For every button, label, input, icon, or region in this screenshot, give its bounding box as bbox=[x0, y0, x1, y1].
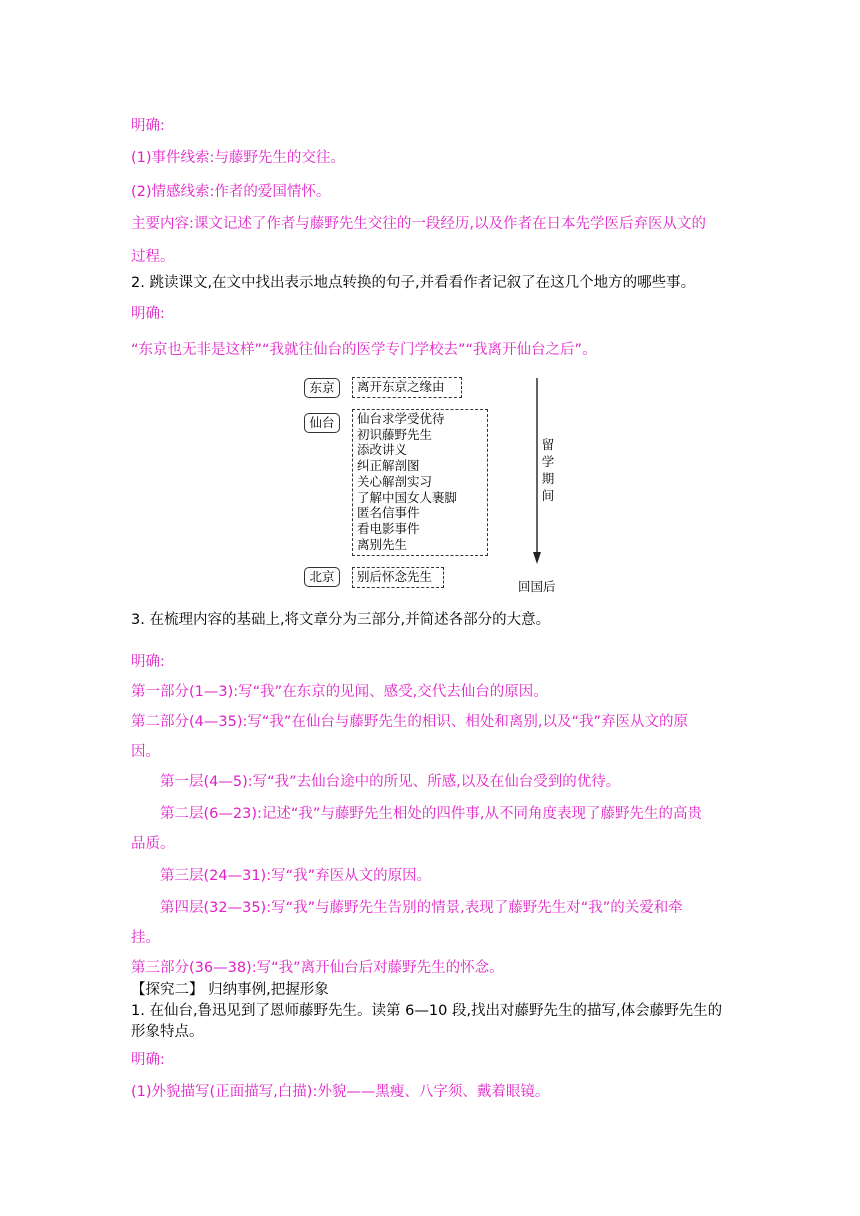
period-label bbox=[540, 436, 556, 504]
emotion-clue: (2)情感线索:作者的爱国情怀。 bbox=[131, 184, 331, 200]
main-content: 主要内容:课文记述了作者与藤野先生交往的一段经历,以及作者在日本先学医后弃医从文的 bbox=[131, 216, 706, 232]
event-item: 初识藤野先生 bbox=[357, 426, 433, 442]
question-2: 2. 跳读课文,在文中找出表示地点转换的句子,并看看作者记叙了在这几个地方的哪些事。 bbox=[131, 275, 696, 291]
layer-4-cont: 挂。 bbox=[131, 930, 160, 946]
event-item: 离别先生 bbox=[357, 536, 408, 552]
question-1: 1. 在仙台,鲁迅见到了恩师藤野先生。读第 6—10 段,找出对藤野先生的描写,体会藤野先生的 bbox=[131, 1003, 723, 1019]
place-tag-sendai: 仙台 bbox=[304, 413, 340, 433]
event-item: 别后怀念先生 bbox=[357, 569, 433, 584]
event-item: 关心解剖实习 bbox=[357, 473, 433, 489]
main-content-cont: 过程。 bbox=[131, 249, 175, 265]
event-item: 了解中国女人裹脚 bbox=[357, 489, 458, 505]
place-tag-tokyo: 东京 bbox=[304, 378, 340, 398]
question-1-cont: 形象特点。 bbox=[131, 1024, 204, 1040]
section-heading: 【探究二】 归纳事例,把握形象 bbox=[131, 982, 329, 998]
layer-4: 第四层(32—35):写“我”与藤野先生告别的情景,表现了藤野先生对“我”的关爱和牵 bbox=[160, 900, 683, 916]
period-label-char: 期 bbox=[541, 471, 555, 486]
event-item: 仙台求学受优待 bbox=[357, 411, 445, 426]
period-label-char: 留 bbox=[541, 437, 555, 452]
layer-3: 第三层(24—31):写“我”弃医从文的原因。 bbox=[160, 868, 432, 884]
period-label-char: 间 bbox=[541, 488, 555, 503]
part-3: 第三部分(36—38):写“我”离开仙台后对藤野先生的怀念。 bbox=[131, 960, 504, 976]
part-2: 第二部分(4—35):写“我”在仙台与藤野先生的相识、相处和离别,以及“我”弃医从文的原 bbox=[131, 714, 689, 730]
question-3: 3. 在梳理内容的基础上,将文章分为三部分,并简述各部分的大意。 bbox=[131, 612, 551, 628]
event-item: 纠正解剖图 bbox=[357, 458, 420, 474]
event-clue: (1)事件线索:与藤野先生的交往。 bbox=[131, 150, 345, 166]
return-label: 回国后 bbox=[518, 579, 556, 594]
event-item: 看电影事件 bbox=[357, 520, 420, 536]
answer-label: 明确: bbox=[131, 1052, 165, 1068]
event-item: 匿名信事件 bbox=[357, 505, 420, 521]
layer-1: 第一层(4—5):写“我”去仙台途中的所见、所感,以及在仙台受到的优待。 bbox=[160, 774, 621, 790]
answer-label: 明确: bbox=[131, 118, 165, 134]
layer-2: 第二层(6—23):记述“我”与藤野先生相处的四件事,从不同角度表现了藤野先生的高贵 bbox=[160, 806, 703, 822]
part-2-cont: 因。 bbox=[131, 744, 160, 760]
answer-label: 明确: bbox=[131, 306, 165, 322]
event-item: 添改讲义 bbox=[357, 442, 408, 458]
period-label-char: 学 bbox=[541, 454, 555, 469]
answer-label: 明确: bbox=[131, 654, 165, 670]
appearance-description: (1)外貌描写(正面描写,白描):外貌——黑瘦、八字须、戴着眼镜。 bbox=[131, 1084, 550, 1100]
layer-2-cont: 品质。 bbox=[131, 836, 175, 852]
part-1: 第一部分(1—3):写“我”在东京的见闻、感受,交代去仙台的原因。 bbox=[131, 684, 548, 700]
place-tag-beijing: 北京 bbox=[304, 567, 340, 587]
event-item: 离开东京之缘由 bbox=[357, 379, 445, 394]
place-quotes: “东京也无非是这样”“我就往仙台的医学专门学校去”“我离开仙台之后”。 bbox=[131, 342, 597, 358]
